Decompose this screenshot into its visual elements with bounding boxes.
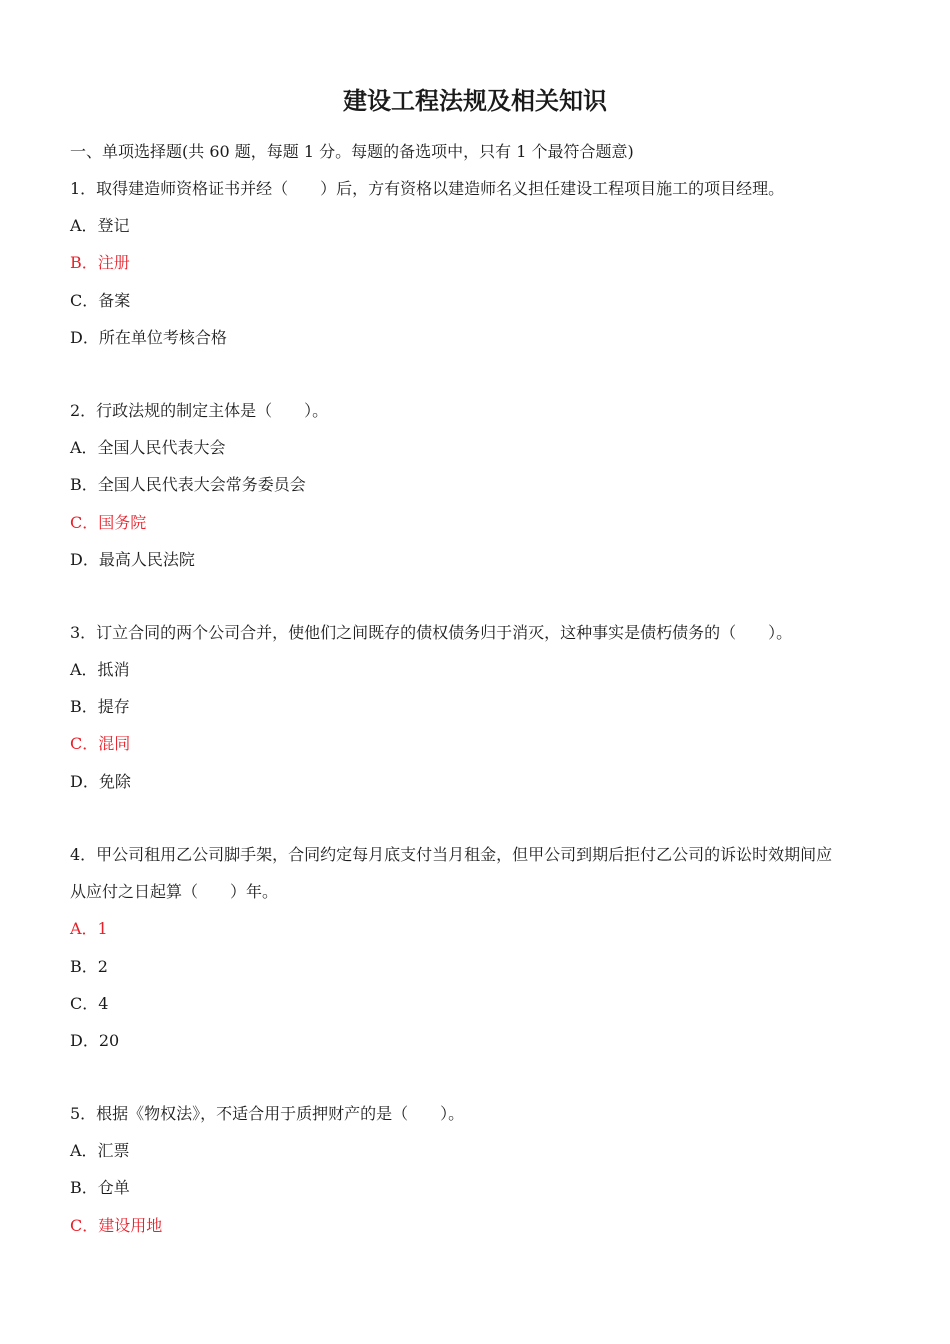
question-1-option-d: D．所在单位考核合格: [70, 328, 227, 347]
question-3-option-a: A．抵消: [70, 660, 130, 679]
question-1-stem: 1．取得建造师资格证书并经（ ）后，方有资格以建造师名义担任建设工程项目施工的项目经理。: [70, 179, 785, 198]
question-2-option-b: B．全国人民代表大会常务委员会: [70, 475, 306, 494]
question-3-option-c-correct: C．混同: [70, 734, 131, 753]
question-5-option-c-correct: C．建设用地: [70, 1216, 163, 1235]
question-2-stem: 2．行政法规的制定主体是（ ）。: [70, 401, 329, 420]
question-5-option-a: A．汇票: [70, 1141, 130, 1160]
question-4-option-d: D．20: [70, 1031, 120, 1050]
question-5-option-b: B．仓单: [70, 1178, 130, 1197]
question-3-stem: 3．订立合同的两个公司合并，使他们之间既存的债权债务归于消灭，这种事实是债朽债务的（ ）。: [70, 623, 793, 642]
document-title: 建设工程法规及相关知识: [343, 86, 607, 115]
question-2-option-d: D．最高人民法院: [70, 550, 195, 569]
question-4-stem: 4．甲公司租用乙公司脚手架，合同约定每月底支付当月租金，但甲公司到期后拒付乙公司的诉讼时效期间应: [70, 845, 833, 864]
question-1-option-b-correct: B．注册: [70, 253, 130, 272]
section-header: 一、单项选择题(共 60 题，每题 1 分。每题的备选项中，只有 1 个最符合题意): [70, 142, 634, 161]
question-5-stem: 5．根据《物权法》，不适合用于质押财产的是（ ）。: [70, 1104, 465, 1123]
question-1-option-a: A．登记: [70, 216, 130, 235]
question-2-option-a: A．全国人民代表大会: [70, 438, 226, 457]
question-4-option-b: B．2: [70, 957, 108, 976]
question-3-option-d: D．免除: [70, 772, 131, 791]
question-1-option-c: C．备案: [70, 291, 131, 310]
question-4-option-a-correct: A．1: [70, 919, 108, 938]
question-4-stem-continued: 从应付之日起算（ ）年。: [70, 882, 279, 901]
question-2-option-c-correct: C．国务院: [70, 513, 147, 532]
question-4-option-c: C．4: [70, 994, 109, 1013]
question-3-option-b: B．提存: [70, 697, 130, 716]
